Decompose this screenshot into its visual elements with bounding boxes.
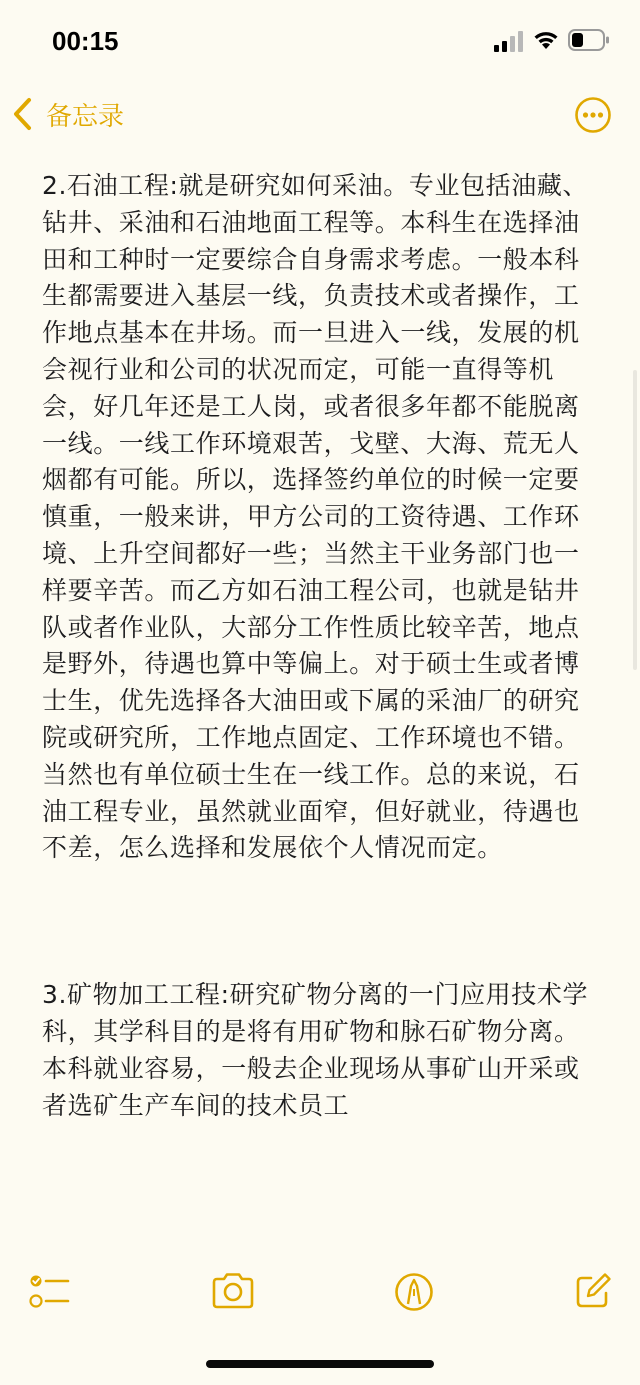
compose-icon[interactable] (574, 1272, 612, 1310)
back-button[interactable] (10, 92, 124, 136)
markup-pen-icon[interactable] (394, 1272, 434, 1312)
status-bar (0, 0, 640, 80)
home-indicator[interactable] (206, 1360, 434, 1368)
bottom-toolbar (0, 1264, 640, 1334)
note-paragraph-petroleum: 2.石油工程:就是研究如何采油。专业包括油藏、钻井、采油和石油地面工程等。本科生在选择油田和工种时一定要综合自身需求考虑。一般本科生都需要进入基层一线，负责技术或者操作，工作地点基本在井场。而一旦进入一线，发展的机会视行业和公司的状况而定，可能一直得等机会，好几年还是工人岗，或者很多年都不能脱离一线。一线工作环境艰苦，戈壁、大海、荒无人烟都有可能。所以，选择签约单位的时候一定要慎重，一般来讲，甲方公司的工资待遇、工作环境、上升空间都好一些；当然主干业务部门也一样要辛苦。而乙方如石油工程公司，也就是钻井队或者作业队，大部分工作性质比较辛苦，地点是野外，待遇也算中等偏上。对于硕士生或者博士生，优先选择各大油田或下属的采油厂的研究院或研究所，工作地点固定、工作环境也不错。当然也有单位硕士生在一线工作。总的来说，石油工程专业，虽然就业面窄，但好就业，待遇也不差，怎么选择和发展依个人情况而定。 (42, 171, 589, 863)
status-time: 00:15 (52, 26, 119, 56)
note-paragraph-mineral: 3.矿物加工工程:研究矿物分离的一门应用技术学科，其学科目的是将有用矿物和脉石矿物分离。本科就业容易，一般去企业现场从事矿山开采或者选矿生产车间的技术员工 (42, 980, 589, 1120)
camera-icon[interactable] (210, 1272, 256, 1310)
paragraph-spacer (42, 867, 592, 977)
checklist-icon[interactable] (28, 1272, 72, 1312)
back-label: 备忘录 (46, 101, 125, 132)
navigation-bar (0, 80, 640, 152)
note-body[interactable] (42, 168, 592, 1248)
cellular-signal-icon (494, 30, 524, 52)
chevron-left-icon (10, 96, 36, 132)
ellipsis-circle-icon[interactable] (574, 96, 612, 134)
battery-icon (568, 28, 610, 52)
wifi-icon (532, 28, 560, 50)
scroll-indicator[interactable] (633, 370, 637, 670)
